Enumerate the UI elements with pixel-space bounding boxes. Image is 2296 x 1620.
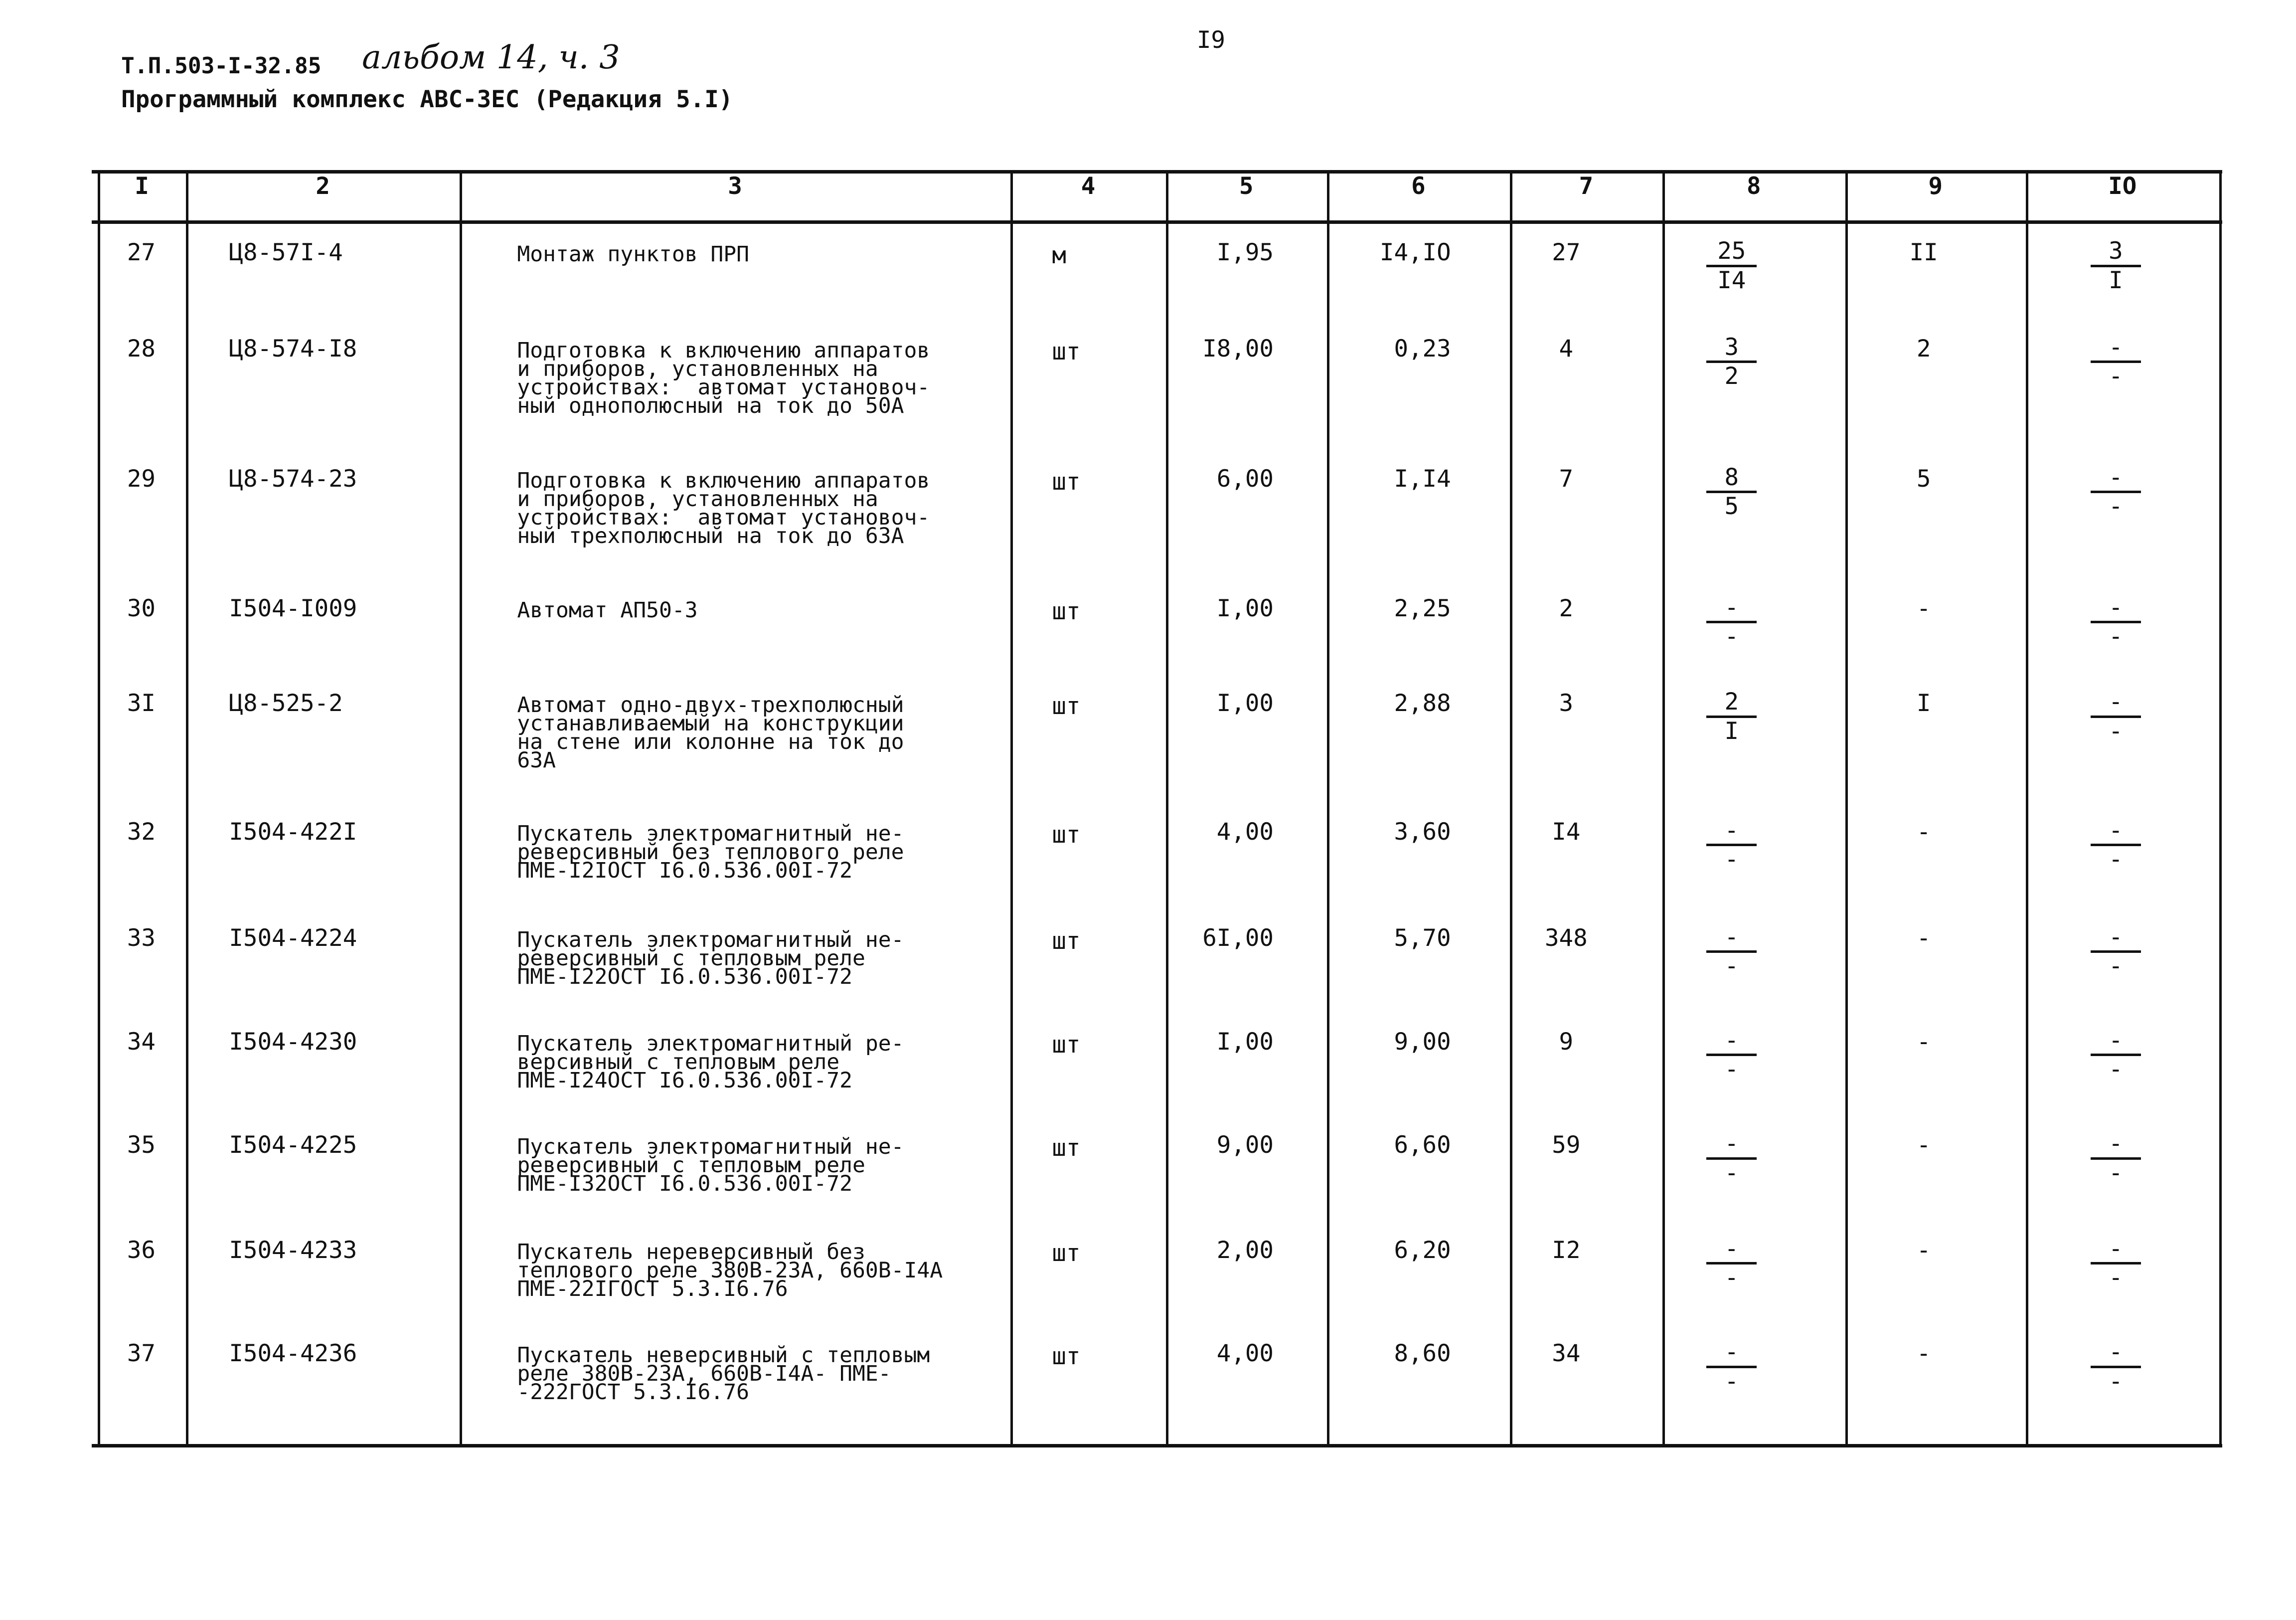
price-code: Ц8-57I-4 <box>229 239 343 267</box>
fraction-denominator: - <box>2109 1367 2123 1395</box>
unit: шт <box>1052 468 1081 496</box>
column-10-fraction <box>2091 238 2141 294</box>
column-6-value: 8,60 <box>1394 1340 1451 1368</box>
quantity: I,95 <box>1216 239 1274 267</box>
column-6-value: 6,60 <box>1394 1131 1451 1159</box>
table-bottom-rule <box>92 1444 2222 1447</box>
quantity: I,00 <box>1216 595 1274 623</box>
unit: шт <box>1052 821 1081 849</box>
fraction-numerator: - <box>2091 689 2141 718</box>
column-header: 6 <box>1411 172 1426 200</box>
column-7-value: I2 <box>1552 1236 1581 1264</box>
column-header: IO <box>2108 172 2137 200</box>
fraction-denominator: I4 <box>1717 266 1746 294</box>
column-header: 7 <box>1579 172 1594 200</box>
column-divider <box>2026 170 2028 1444</box>
column-9-value: - <box>1916 1028 1931 1056</box>
column-10-fraction <box>2091 1236 2141 1291</box>
fraction-denominator: - <box>1724 846 1739 874</box>
quantity: 4,00 <box>1216 1340 1274 1368</box>
column-6-value: 0,23 <box>1394 335 1451 362</box>
fraction-numerator: - <box>2091 1339 2141 1368</box>
column-6-value: 5,70 <box>1394 924 1451 952</box>
column-9-value: - <box>1916 595 1931 623</box>
fraction-numerator: 3 <box>2091 238 2141 267</box>
row-number: 35 <box>127 1131 156 1159</box>
column-divider <box>1845 170 1848 1444</box>
table-top-rule <box>92 170 2222 174</box>
column-7-value: 7 <box>1559 465 1574 493</box>
fraction-numerator: - <box>2091 1130 2141 1159</box>
unit: шт <box>1052 1134 1081 1162</box>
fraction-denominator: - <box>2109 1056 2123 1083</box>
column-7-value: 3 <box>1559 690 1574 718</box>
column-9-value: II <box>1909 239 1938 267</box>
column-9-value: - <box>1916 924 1931 952</box>
column-6-value: 2,25 <box>1394 595 1451 623</box>
fraction-numerator: - <box>2091 1027 2141 1056</box>
column-7-value: 59 <box>1552 1131 1581 1159</box>
column-9-value: - <box>1916 818 1931 846</box>
column-7-value: 27 <box>1552 239 1581 267</box>
column-6-value: I4,IO <box>1379 239 1451 267</box>
column-10-fraction <box>2091 1130 2141 1186</box>
row-number: 32 <box>127 818 156 846</box>
column-divider <box>1327 170 1329 1444</box>
fraction-denominator: - <box>1724 622 1739 650</box>
column-10-fraction <box>2091 689 2141 744</box>
work-description: Пускатель электромагнитный не- реверсивный с тепловым реле ПМЕ-I22ОСТ I6.0.536.00I-72 <box>517 927 904 990</box>
unit: шт <box>1052 693 1081 720</box>
row-number: 28 <box>127 335 156 362</box>
column-header: 8 <box>1746 172 1761 200</box>
work-description: Пускатель электромагнитный не- реверсивный с тепловым реле ПМЕ-I32ОСТ I6.0.536.00I-72 <box>517 1134 904 1197</box>
column-7-value: 348 <box>1545 924 1588 952</box>
column-divider <box>1010 170 1013 1444</box>
quantity: 9,00 <box>1216 1131 1274 1159</box>
fraction-numerator: - <box>2091 1236 2141 1264</box>
document-subtitle: Программный комплекс АВС-3ЕС (Редакция 5.I) <box>121 85 733 113</box>
column-divider <box>1510 170 1512 1444</box>
unit: м <box>1052 242 1066 270</box>
fraction-numerator: - <box>2091 924 2141 953</box>
price-code: Ц8-525-2 <box>229 690 343 718</box>
quantity: I,00 <box>1216 1028 1274 1056</box>
row-number: 27 <box>127 239 156 267</box>
column-9-value: 2 <box>1916 335 1931 362</box>
price-code: I504-4230 <box>229 1028 357 1056</box>
column-8-fraction <box>1706 1027 1757 1083</box>
row-number: 30 <box>127 595 156 623</box>
column-6-value: 6,20 <box>1394 1236 1451 1264</box>
document-code: Т.П.503-I-32.85 <box>121 53 322 79</box>
column-10-fraction <box>2091 1339 2141 1395</box>
column-6-value: I,I4 <box>1394 465 1451 493</box>
unit: шт <box>1052 338 1081 365</box>
row-number: 33 <box>127 924 156 952</box>
column-8-fraction <box>1706 238 1757 294</box>
price-code: I504-4225 <box>229 1131 357 1159</box>
column-8-fraction <box>1706 817 1757 873</box>
quantity: I8,00 <box>1202 335 1274 362</box>
fraction-denominator: - <box>2109 493 2123 521</box>
fraction-numerator: 25 <box>1706 238 1757 267</box>
column-8-fraction <box>1706 924 1757 980</box>
fraction-numerator: 8 <box>1706 464 1757 493</box>
work-description: Автомат АП50-3 <box>517 598 698 623</box>
album-handwritten-note: альбом 14, ч. 3 <box>362 38 620 77</box>
fraction-numerator: - <box>1706 1236 1757 1264</box>
column-8-fraction <box>1706 1339 1757 1395</box>
fraction-numerator: - <box>2091 594 2141 623</box>
column-7-value: 9 <box>1559 1028 1574 1056</box>
fraction-numerator: - <box>1706 1027 1757 1056</box>
column-header: I <box>135 172 149 200</box>
work-description: Монтаж пунктов ПРП <box>517 242 750 267</box>
row-number: 34 <box>127 1028 156 1056</box>
column-9-value: - <box>1916 1131 1931 1159</box>
column-8-fraction <box>1706 689 1757 744</box>
price-code: Ц8-574-I8 <box>229 335 357 362</box>
column-8-fraction <box>1706 464 1757 520</box>
column-header: 3 <box>728 172 742 200</box>
column-8-fraction <box>1706 1130 1757 1186</box>
fraction-numerator: - <box>1706 1339 1757 1368</box>
column-6-value: 2,88 <box>1394 690 1451 718</box>
work-description: Пускатель неверсивный с тепловым реле 380В-23А, 660В-I4А- ПМЕ- -222ГОСТ 5.3.I6.76 <box>517 1343 930 1405</box>
table-header-rule <box>92 220 2222 224</box>
quantity: 6,00 <box>1216 465 1274 493</box>
fraction-denominator: I <box>1724 717 1739 745</box>
column-7-value: 34 <box>1552 1340 1581 1368</box>
quantity: 2,00 <box>1216 1236 1274 1264</box>
column-10-fraction <box>2091 334 2141 390</box>
work-description: Пускатель электромагнитный не- реверсивный без теплового реле ПМЕ-I2IОСТ I6.0.536.00I-72 <box>517 821 904 883</box>
fraction-denominator: 2 <box>1724 362 1739 390</box>
fraction-numerator: 3 <box>1706 334 1757 363</box>
fraction-denominator: - <box>1724 952 1739 980</box>
fraction-numerator: 2 <box>1706 689 1757 718</box>
column-divider <box>98 170 100 1444</box>
column-10-fraction <box>2091 1027 2141 1083</box>
fraction-denominator: I <box>2109 266 2123 294</box>
column-7-value: 4 <box>1559 335 1574 362</box>
fraction-numerator: - <box>2091 817 2141 846</box>
column-header: 4 <box>1081 172 1096 200</box>
price-code: I504-I009 <box>229 595 357 623</box>
column-6-value: 9,00 <box>1394 1028 1451 1056</box>
column-divider <box>1662 170 1665 1444</box>
quantity: I,00 <box>1216 690 1274 718</box>
column-6-value: 3,60 <box>1394 818 1451 846</box>
column-9-value: I <box>1916 690 1931 718</box>
column-8-fraction <box>1706 1236 1757 1291</box>
column-10-fraction <box>2091 817 2141 873</box>
column-8-fraction <box>1706 334 1757 390</box>
fraction-denominator: - <box>1724 1056 1739 1083</box>
work-description: Подготовка к включению аппаратов и приборов, установленных на устройствах: автомат установоч- ный трехполюсный на ток до 63А <box>517 468 930 548</box>
column-header: 5 <box>1239 172 1254 200</box>
work-description: Пускатель нереверсивный без теплового реле 380В-23А, 660В-I4А ПМЕ-22IГОСТ 5.3.I6.76 <box>517 1239 943 1301</box>
unit: шт <box>1052 927 1081 955</box>
column-9-value: - <box>1916 1236 1931 1264</box>
fraction-denominator: - <box>2109 952 2123 980</box>
fraction-denominator: - <box>2109 362 2123 390</box>
column-10-fraction <box>2091 594 2141 650</box>
quantity: 4,00 <box>1216 818 1274 846</box>
fraction-denominator: 5 <box>1724 493 1739 521</box>
row-number: 36 <box>127 1236 156 1264</box>
fraction-denominator: - <box>2109 622 2123 650</box>
price-code: I504-4224 <box>229 924 357 952</box>
unit: шт <box>1052 1343 1081 1371</box>
fraction-denominator: - <box>1724 1367 1739 1395</box>
column-7-value: 2 <box>1559 595 1574 623</box>
fraction-numerator: - <box>1706 594 1757 623</box>
fraction-numerator: - <box>1706 1130 1757 1159</box>
fraction-denominator: - <box>2109 1159 2123 1187</box>
fraction-numerator: - <box>1706 817 1757 846</box>
fraction-numerator: - <box>2091 464 2141 493</box>
fraction-numerator: - <box>2091 334 2141 363</box>
fraction-denominator: - <box>2109 717 2123 745</box>
work-description: Автомат одно-двух-трехполюсный устанавливаемый на конструкции на стене или колонне на ток до 63А <box>517 693 904 773</box>
column-header: 2 <box>316 172 330 200</box>
work-description: Пускатель электромагнитный ре- версивный с тепловым реле ПМЕ-I24ОСТ I6.0.536.00I-72 <box>517 1031 904 1093</box>
fraction-denominator: - <box>2109 846 2123 874</box>
fraction-denominator: - <box>1724 1159 1739 1187</box>
page-number: I9 <box>1196 26 1225 54</box>
fraction-denominator: - <box>2109 1264 2123 1292</box>
column-10-fraction <box>2091 924 2141 980</box>
column-header: 9 <box>1928 172 1943 200</box>
column-7-value: I4 <box>1552 818 1581 846</box>
column-divider <box>2219 170 2222 1444</box>
column-9-value: 5 <box>1916 465 1931 493</box>
fraction-numerator: - <box>1706 924 1757 953</box>
column-divider <box>186 170 188 1444</box>
unit: шт <box>1052 1239 1081 1267</box>
price-code: I504-4236 <box>229 1340 357 1368</box>
column-divider <box>1166 170 1168 1444</box>
price-code: I504-422I <box>229 818 357 846</box>
quantity: 6I,00 <box>1202 924 1274 952</box>
row-number: 37 <box>127 1340 156 1368</box>
fraction-denominator: - <box>1724 1264 1739 1292</box>
column-9-value: - <box>1916 1340 1931 1368</box>
work-description: Подготовка к включению аппаратов и приборов, установленных на устройствах: автомат установоч- ный однополюсный на ток до 50А <box>517 338 930 418</box>
row-number: 3I <box>127 690 156 718</box>
column-8-fraction <box>1706 594 1757 650</box>
row-number: 29 <box>127 465 156 493</box>
price-code: Ц8-574-23 <box>229 465 357 493</box>
column-10-fraction <box>2091 464 2141 520</box>
price-code: I504-4233 <box>229 1236 357 1264</box>
unit: шт <box>1052 1031 1081 1059</box>
column-divider <box>460 170 462 1444</box>
unit: шт <box>1052 598 1081 626</box>
